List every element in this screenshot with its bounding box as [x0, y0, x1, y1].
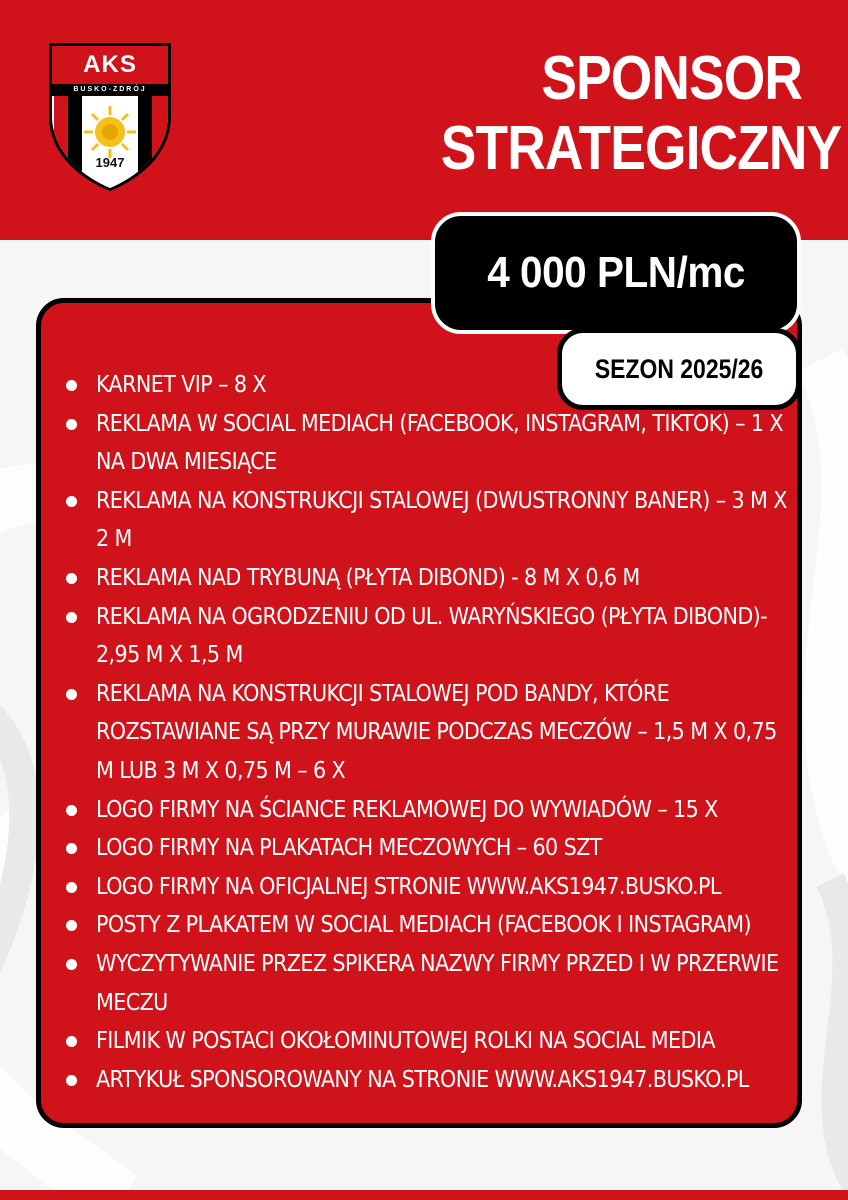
list-item — [58, 868, 788, 907]
list-item-text: POSTY Z PLAKATEM W SOCIAL MEDIACH (FACEBOOK I INSTAGRAM) — [96, 912, 751, 939]
benefits-list — [58, 366, 788, 1099]
crest-year: 1947 — [95, 155, 125, 170]
club-crest — [46, 40, 174, 192]
footer-band — [0, 1190, 848, 1200]
bullet-icon — [66, 882, 77, 893]
list-item-text: LOGO FIRMY NA PLAKATACH MECZOWYCH – 60 SZT — [96, 835, 602, 862]
list-item — [58, 675, 788, 791]
title-line-1: SPONSOR — [541, 44, 802, 113]
list-item — [58, 482, 788, 559]
list-item-text: WYCZYTYWANIE PRZEZ SPIKERA NAZWY FIRMY PRZED I W PRZERWIE MECZU — [96, 950, 779, 1016]
list-item-text: KARNET VIP – 8 X — [96, 372, 266, 398]
title-line-2: STRATEGICZNY — [440, 114, 842, 183]
list-item-text: LOGO FIRMY NA OFICJALNEJ STRONIE WWW.AKS1947.BUSKO.PL — [96, 873, 721, 900]
bullet-icon — [66, 920, 77, 931]
crest-name: AKS — [83, 51, 137, 78]
list-item — [58, 906, 788, 945]
bullet-icon — [66, 959, 77, 970]
bullet-icon — [66, 1075, 77, 1086]
list-item-text: REKLAMA NA KONSTRUKCJI STALOWEJ (DWUSTRONNY BANER) – 3 M X 2 M — [96, 487, 787, 553]
price-label: 4 000 PLN/mc — [487, 248, 745, 297]
bullet-icon — [66, 805, 77, 816]
list-item — [58, 405, 788, 482]
bullet-icon — [66, 843, 77, 854]
list-item — [58, 366, 788, 405]
list-item — [58, 1061, 788, 1100]
list-item — [58, 598, 788, 675]
bullet-icon — [66, 1036, 77, 1047]
list-item-text: LOGO FIRMY NA ŚCIANCE REKLAMOWEJ DO WYWIADÓW – 15 X — [96, 796, 718, 823]
list-item-text: FILMIK W POSTACI OKOŁOMINUTOWEJ ROLKI NA SOCIAL MEDIA — [96, 1028, 715, 1055]
list-item — [58, 829, 788, 868]
list-item — [58, 945, 788, 1022]
list-item — [58, 1022, 788, 1061]
list-item-text: REKLAMA NAD TRYBUNĄ (PŁYTA DIBOND) - 8 M X 0,6 M — [96, 564, 640, 591]
bullet-icon — [66, 380, 77, 391]
price-badge — [431, 212, 801, 334]
bullet-icon — [66, 419, 77, 430]
list-item-text: REKLAMA NA KONSTRUKCJI STALOWEJ POD BANDY, KTÓRE ROZSTAWIANE SĄ PRZY MURAWIE PODCZAS MECZÓW – 1,5 M X 0,75 M LUB 3 M X 0,75 M – 6 X — [96, 680, 777, 784]
list-item — [58, 559, 788, 598]
list-item-text: REKLAMA W SOCIAL MEDIACH (FACEBOOK, INSTAGRAM, TIKTOK) – 1 X NA DWA MIESIĄCE — [96, 410, 783, 476]
season-label: SEZON 2025/26 — [594, 353, 764, 384]
bullet-icon — [66, 612, 77, 623]
bullet-icon — [66, 573, 77, 584]
list-item — [58, 791, 788, 830]
bullet-icon — [66, 689, 77, 700]
list-item-text: REKLAMA NA OGRODZENIU OD UL. WARYŃSKIEGO (PŁYTA DIBOND)- 2,95 M X 1,5 M — [96, 603, 768, 669]
crest-city: BUSKO-ZDRÓJ — [73, 86, 147, 93]
bullet-icon — [66, 496, 77, 507]
page-title — [382, 44, 842, 184]
list-item-text: ARTYKUŁ SPONSOROWANY NA STRONIE WWW.AKS1947.BUSKO.PL — [96, 1066, 749, 1093]
